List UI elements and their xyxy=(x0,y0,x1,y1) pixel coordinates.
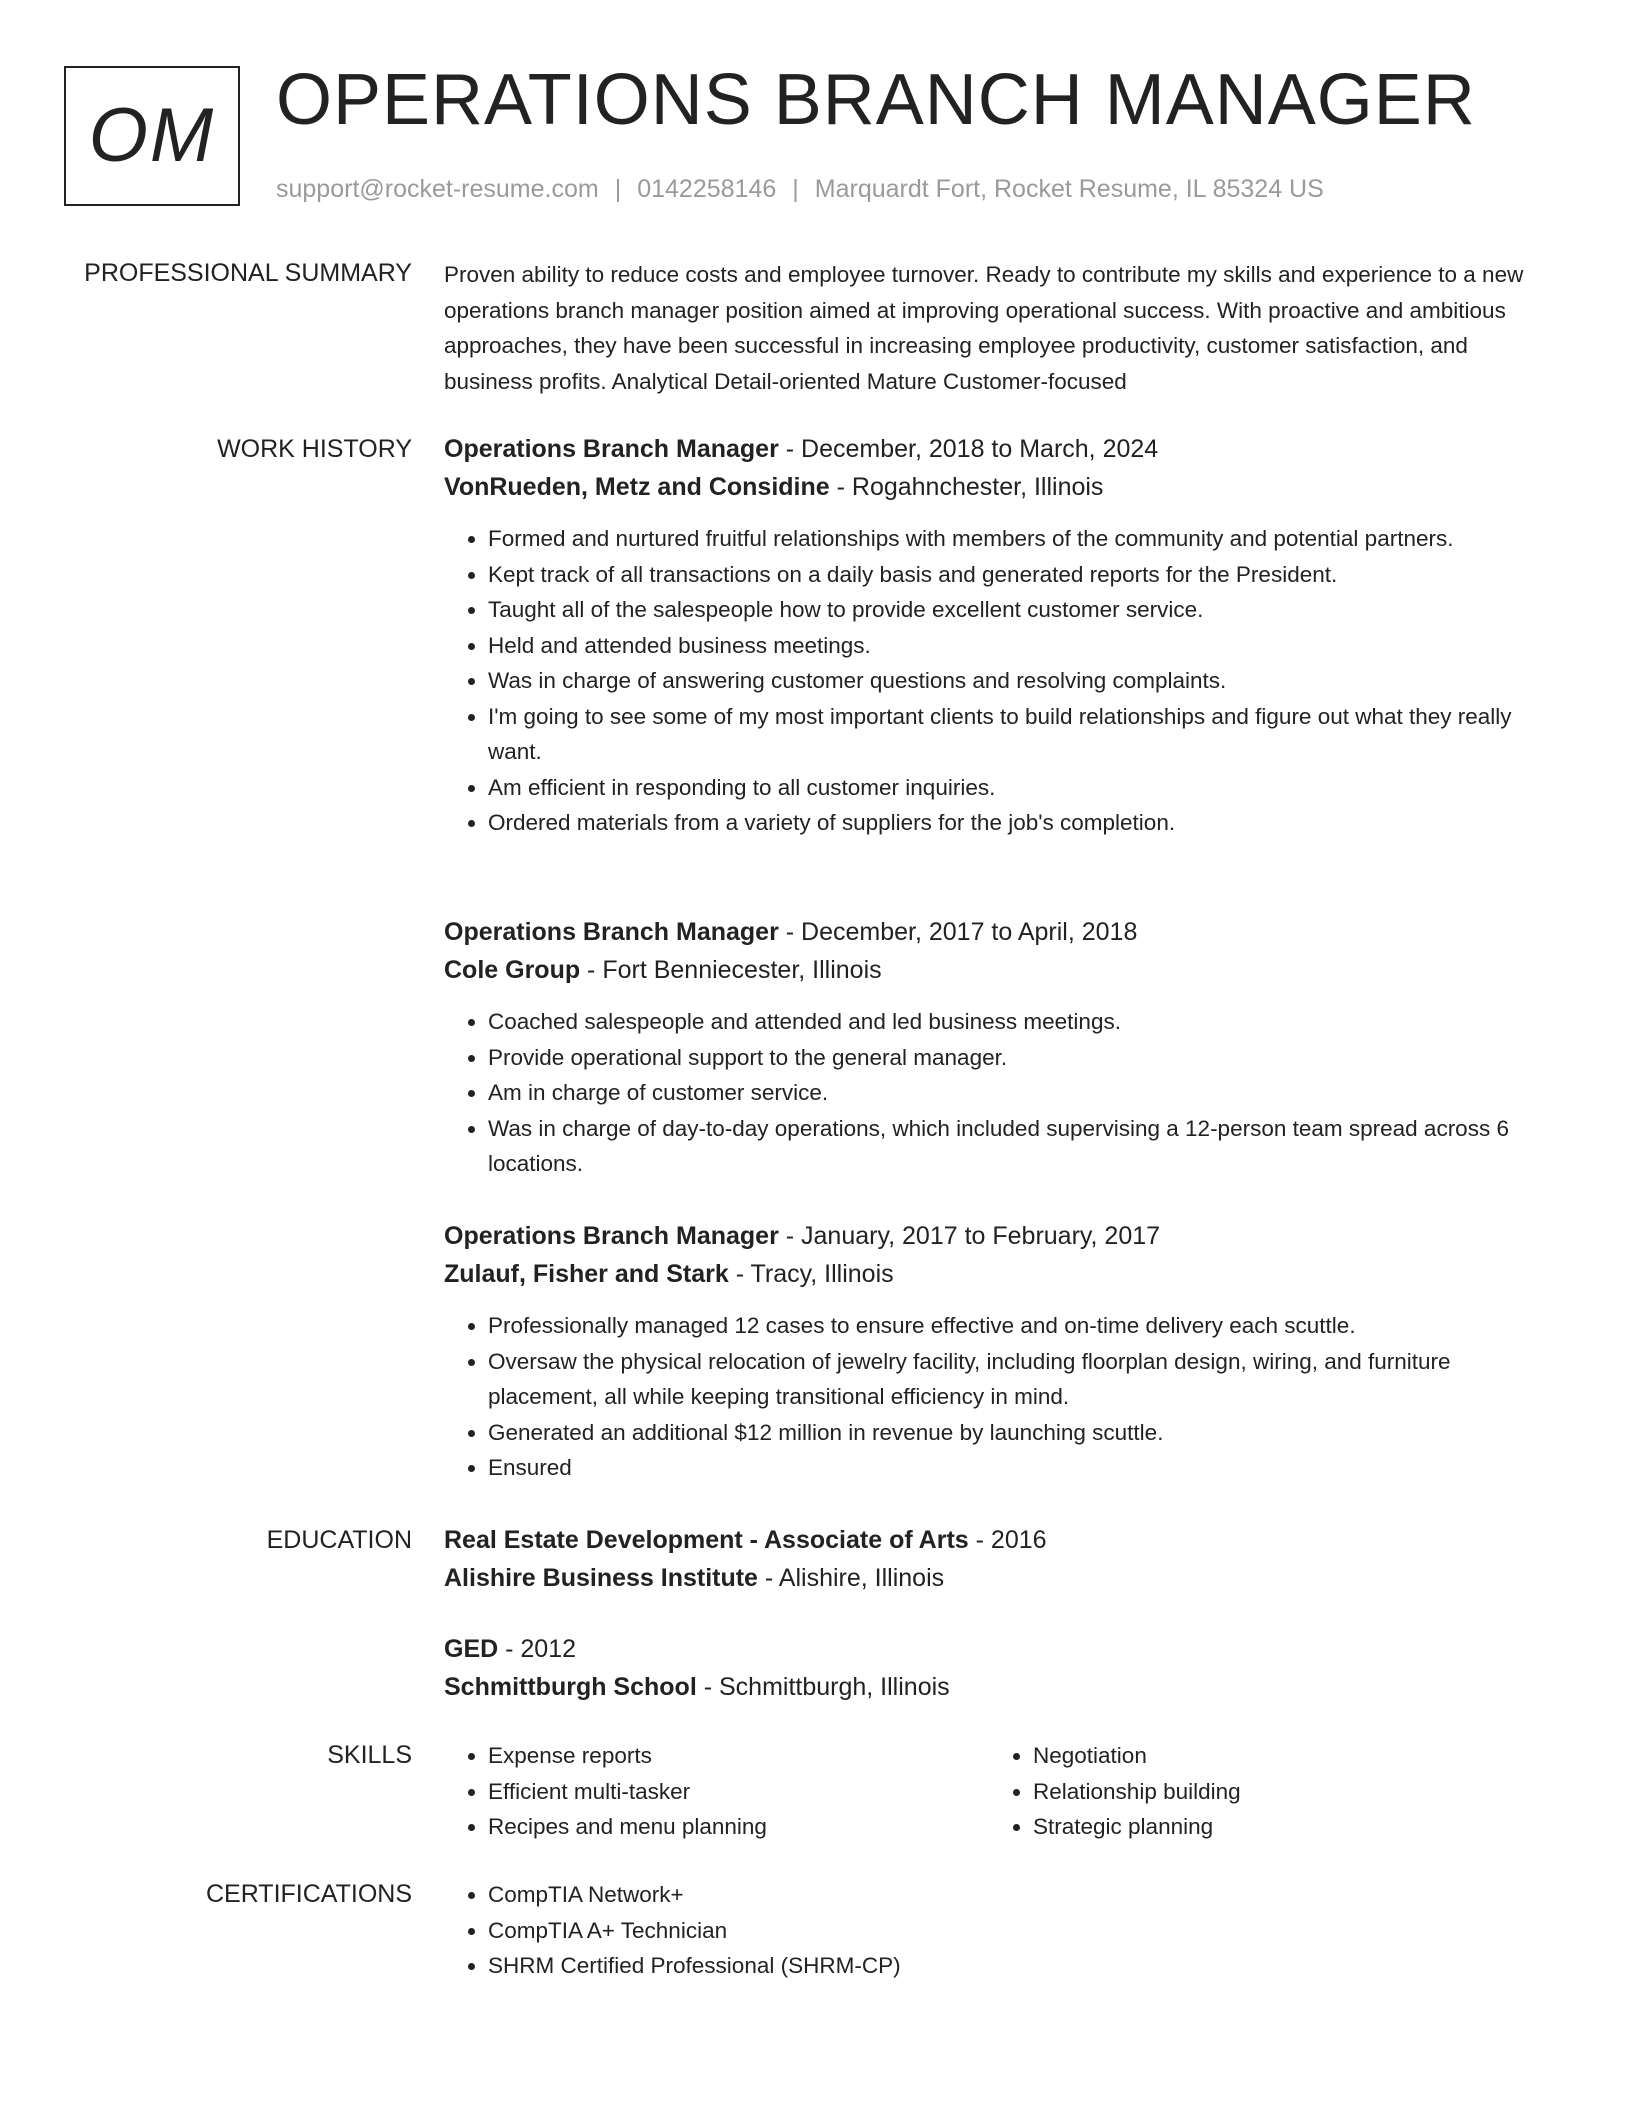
job-title: Operations Branch Manager xyxy=(444,435,779,463)
job-title-line xyxy=(444,913,1560,951)
education-year: - 2016 xyxy=(968,1526,1047,1554)
contact-separator: | xyxy=(614,175,622,203)
resume-title: OPERATIONS BRANCH MANAGER xyxy=(276,60,1476,140)
contact-line xyxy=(276,172,1324,206)
job-dates: - January, 2017 to February, 2017 xyxy=(778,1222,1161,1250)
skill-item: • Efficient multi-tasker xyxy=(488,1774,988,1810)
job-company: Zulauf, Fisher and Stark xyxy=(444,1260,729,1288)
certification-item: • CompTIA Network+ xyxy=(488,1877,1560,1913)
job-bullet: • Generated an additional $12 million in revenue by launching scuttle. xyxy=(488,1415,1560,1451)
summary-body xyxy=(444,257,1560,399)
job-bullet: • Was in charge of answering customer questions and resolving complaints. xyxy=(488,663,1560,699)
monogram-box xyxy=(64,66,240,206)
section-label-summary: PROFESSIONAL SUMMARY xyxy=(84,259,412,287)
education-entry xyxy=(444,1630,1560,1706)
certifications-body xyxy=(444,1877,1560,1984)
job-bullet: • Ensured xyxy=(488,1450,1560,1486)
job-location: - Fort Benniecester, Illinois xyxy=(580,956,882,984)
job-bullet: • Am in charge of customer service. xyxy=(488,1075,1560,1111)
job-title-line xyxy=(444,430,1560,468)
job-bullets xyxy=(444,521,1560,841)
education-degree-line xyxy=(444,1521,1560,1559)
skill-item: • Negotiation xyxy=(1033,1738,1533,1774)
skills-list-right xyxy=(989,1738,1533,1845)
job-bullet: • Held and attended business meetings. xyxy=(488,628,1560,664)
certifications-list xyxy=(444,1877,1560,1984)
monogram-initials: OM xyxy=(88,93,216,178)
education-location: - Schmittburgh, Illinois xyxy=(696,1673,950,1701)
job-bullets xyxy=(444,1308,1560,1486)
skill-item: • Recipes and menu planning xyxy=(488,1809,988,1845)
section-label-certifications: CERTIFICATIONS xyxy=(205,1880,412,1908)
education-school-line xyxy=(444,1668,1560,1706)
education-school-line xyxy=(444,1559,1560,1597)
job-bullet: • Oversaw the physical relocation of jewelry facility, including floorplan design, wiring, and furniture placement, all while keeping transitional efficiency in mind. xyxy=(488,1344,1560,1415)
job-bullet: • Coached salespeople and attended and led business meetings. xyxy=(488,1004,1560,1040)
education-entry xyxy=(444,1521,1560,1597)
job-bullet: • I'm going to see some of my most important clients to build relationships and figure out what they really want. xyxy=(488,699,1560,770)
job-bullet: • Taught all of the salespeople how to provide excellent customer service. xyxy=(488,592,1560,628)
job-company: Cole Group xyxy=(444,956,581,984)
certification-item: • SHRM Certified Professional (SHRM-CP) xyxy=(488,1948,1560,1984)
contact-address: Marquardt Fort, Rocket Resume, IL 85324 US xyxy=(814,175,1324,203)
contact-email: support@rocket-resume.com xyxy=(276,175,599,203)
education-year: - 2012 xyxy=(498,1635,577,1663)
job-bullet: • Formed and nurtured fruitful relationships with members of the community and potential partners. xyxy=(488,521,1560,557)
education-degree: Real Estate Development - Associate of Arts xyxy=(444,1526,969,1554)
job-location: - Rogahnchester, Illinois xyxy=(829,473,1104,501)
job-bullet: • Kept track of all transactions on a daily basis and generated reports for the President. xyxy=(488,557,1560,593)
contact-separator: | xyxy=(792,175,799,203)
job-bullet: • Am efficient in responding to all customer inquiries. xyxy=(488,770,1560,806)
job-company-line xyxy=(444,468,1560,506)
job-entry xyxy=(444,913,1560,1182)
job-dates: - December, 2017 to April, 2018 xyxy=(778,918,1138,946)
job-title: Operations Branch Manager xyxy=(444,918,779,946)
job-bullet: • Provide operational support to the general manager. xyxy=(488,1040,1560,1076)
job-title: Operations Branch Manager xyxy=(444,1222,779,1250)
job-location: - Tracy, Illinois xyxy=(728,1260,894,1288)
job-bullet: • Professionally managed 12 cases to ensure effective and on-time delivery each scuttle. xyxy=(488,1308,1560,1344)
job-bullet: • Was in charge of day-to-day operations, which included supervising a 12-person team spread across 6 locations. xyxy=(488,1111,1560,1182)
job-company-line xyxy=(444,951,1560,989)
skill-item: • Strategic planning xyxy=(1033,1809,1533,1845)
education-school: Alishire Business Institute xyxy=(444,1564,758,1592)
education-school: Schmittburgh School xyxy=(444,1673,697,1701)
job-bullet: • Ordered materials from a variety of suppliers for the job's completion. xyxy=(488,805,1560,841)
contact-phone: 0142258146 xyxy=(637,175,777,203)
job-company: VonRueden, Metz and Considine xyxy=(444,473,830,501)
job-bullets xyxy=(444,1004,1560,1182)
education-degree-line xyxy=(444,1630,1560,1668)
job-entry xyxy=(444,1217,1560,1486)
certification-item: • CompTIA A+ Technician xyxy=(488,1913,1560,1949)
job-company-line xyxy=(444,1255,1560,1293)
section-label-work-history: WORK HISTORY xyxy=(217,435,412,463)
skill-item: • Relationship building xyxy=(1033,1774,1533,1810)
job-entry xyxy=(444,430,1560,841)
summary-text: Proven ability to reduce costs and employee turnover. Ready to contribute my skills and experience to a new operations branch manager position aimed at improving operational success. With proactive and ambitious approaches, they have been successful in increasing employee productivity, customer satisfaction, and business profits. Analytical Detail-oriented Mature Customer-focused xyxy=(444,262,1524,394)
education-location: - Alishire, Illinois xyxy=(757,1564,945,1592)
education-degree: GED xyxy=(444,1635,499,1663)
job-title-line xyxy=(444,1217,1560,1255)
skills-list-left xyxy=(444,1738,988,1845)
section-label-skills: SKILLS xyxy=(327,1741,412,1769)
section-label-education: EDUCATION xyxy=(266,1526,412,1554)
skill-item: • Expense reports xyxy=(488,1738,988,1774)
job-dates: - December, 2018 to March, 2024 xyxy=(778,435,1159,463)
